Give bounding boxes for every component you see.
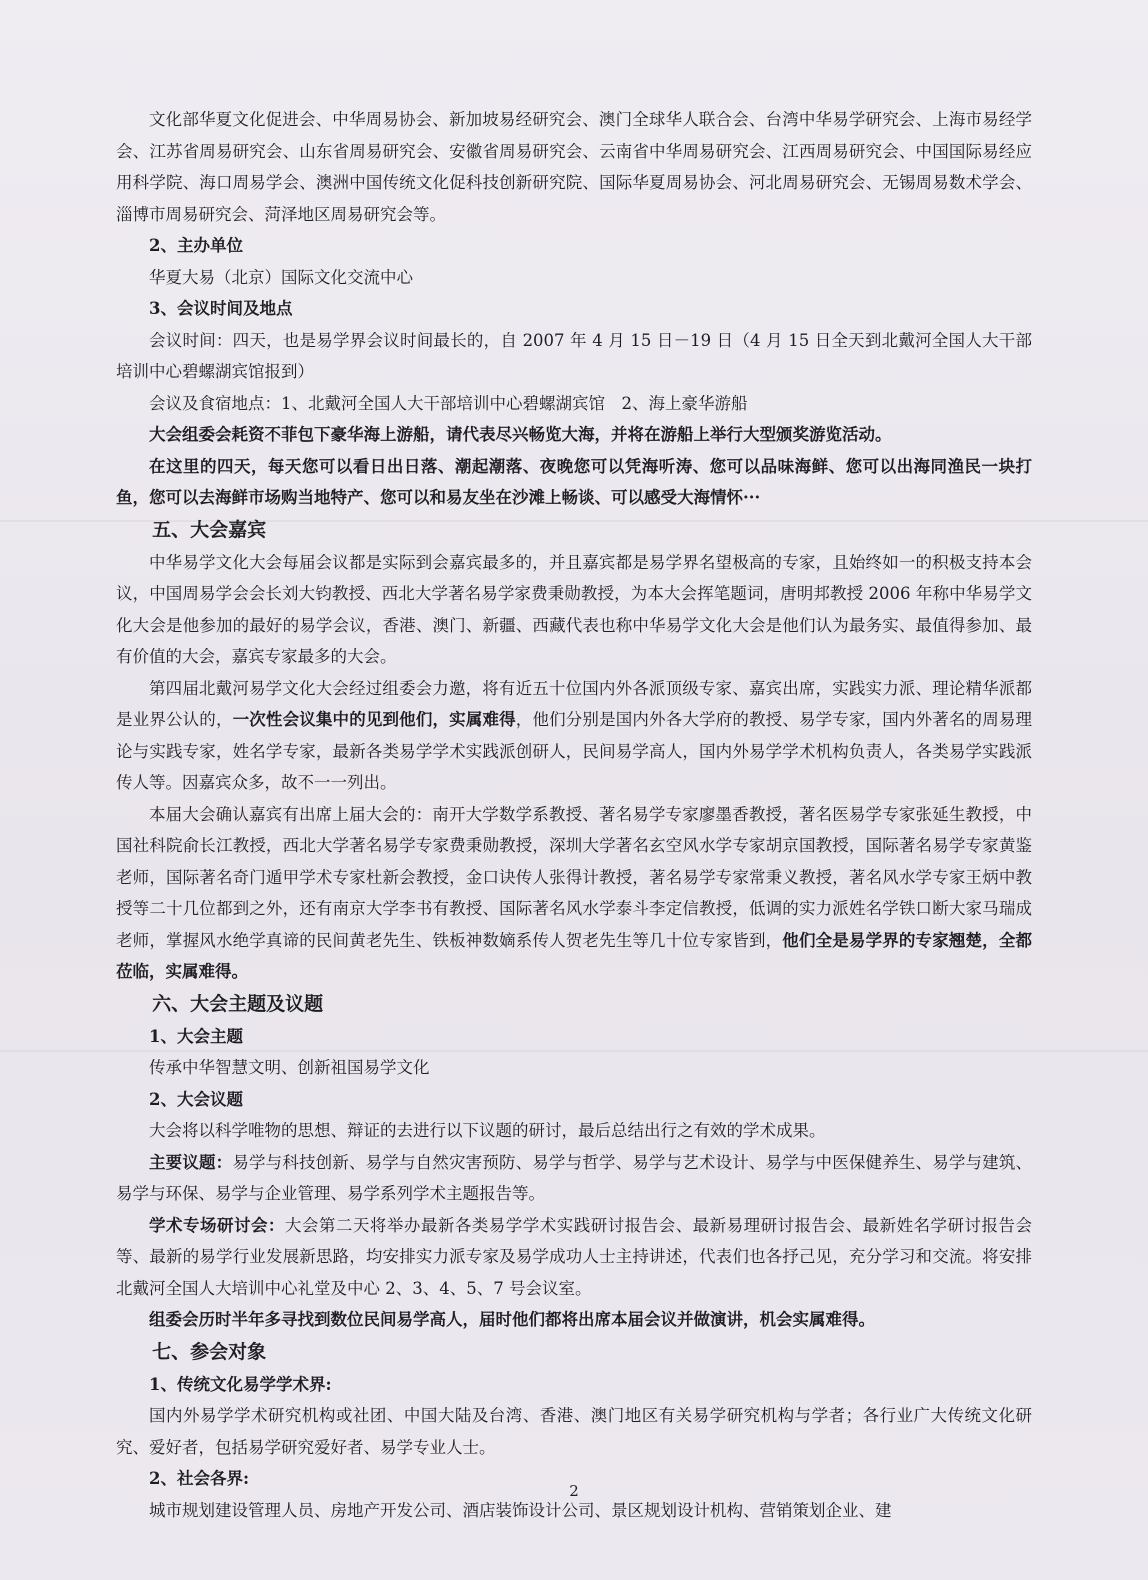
academic-text: 国内外易学学术研究机构或社团、中国大陆及台湾、香港、澳门地区有关易学研究机构与学者；各行业广大传统文化研究、爱好者，包括易学研究爱好者、易学专业人士。 xyxy=(116,1406,1032,1457)
seminar-paragraph xyxy=(116,1210,1032,1305)
guests-paragraph-3 xyxy=(116,799,1032,988)
meeting-time-paragraph: 会议时间：四天，也是易学界会议时间最长的，自 2007 年 4 月 15 日－19 日（4 月 15 日全天到北戴河全国人大干部培训中心碧螺湖宾馆报到） xyxy=(116,330,1032,381)
main-topics-text: 易学与科技创新、易学与自然灾害预防、易学与哲学、易学与艺术设计、易学与中医保健养生、易学与建筑、易学与环保、易学与企业管理、易学系列学术主题报告等。 xyxy=(116,1152,1033,1203)
four-days-paragraph: 在这里的四天，每天您可以看日出日落、潮起潮落、夜晚您可以凭海听涛、您可以品味海鲜、您可以出海同渔民一块打鱼，您可以去海鲜市场购当地特产、您可以和易友坐在沙滩上畅谈、可以感受大海情怀··· xyxy=(116,456,1032,507)
society-text: 城市规划建设管理人员、房地产开发公司、酒店装饰设计公司、景区规划设计机构、营销策划企业、建 xyxy=(149,1500,892,1520)
organizers-list-paragraph: 文化部华夏文化促进会、中华周易协会、新加坡易经研究会、澳门全球华人联合会、台湾中华易学研究会、上海市易经学会、江苏省周易研究会、山东省周易研究会、安徽省周易研究会、云南省中华周易研究会、江西周易研究会、中国国际易经应用科学院、海口周易学会、澳洲中国传统文化促科技创新研究院、国际华夏周易协会、河北周易研究会、无锡周易数术学会、淄博市周易研究会、菏泽地区周易研究会等。 xyxy=(116,110,1032,224)
folk-experts-paragraph: 组委会历时半年多寻找到数位民间易学高人，届时他们都将出席本届会议并做演讲，机会实属难得。 xyxy=(149,1310,875,1329)
theme-text: 传承中华智慧文明、创新祖国易学文化 xyxy=(149,1058,430,1077)
section7-heading: 七、参会对象 xyxy=(152,1340,267,1363)
section5-heading: 五、大会嘉宾 xyxy=(152,518,267,541)
guests-p2-bold: 一次性会议集中的见到他们，实属难得 xyxy=(232,710,516,729)
guests-paragraph-2 xyxy=(116,673,1032,799)
seminar-label: 学术专场研讨会： xyxy=(149,1215,285,1235)
guests-paragraph-1: 中华易学文化大会每届会议都是实际到会嘉宾最多的，并且嘉宾都是易学界名望极高的专家，且始终如一的积极支持本会议，中国周易学会会长刘大钧教授、西北大学著名易学家费秉勋教授，为本大会挥笔题词，唐明邦教授 2006 年称中华易学文化大会是他参加的最好的易学会议，香港、澳门、新疆、西藏代表也称中华易学文化大会是他们认为最务实、最值得参加、最有价值的大会，嘉宾专家最多的大会。 xyxy=(116,552,1032,666)
host-text: 华夏大易（北京）国际文化交流中心 xyxy=(149,267,413,287)
guests-p3-bold: 他们全是易学界的专家翘楚，全都莅临，实属难得。 xyxy=(116,930,1033,981)
guests-p2-text-b: ，他们分别是国内外各大学府的教授、易学专家，国内外著名的周易理论与实践专家，姓名学专家，最新各类易学学术实践派创研人，民间易学高人，国内外易学学术机构负责人，各类易学实践派传人等。因嘉宾众多，故不一一列出。 xyxy=(116,710,1033,792)
academic-heading: 1、传统文化易学学术界: xyxy=(149,1374,332,1394)
guests-p2-text-a: 第四届北戴河易学文化大会经过组委会力邀，将有近五十位国内外各派顶级专家、嘉宾出席，实践实力派、理论精华派都是业界公认的， xyxy=(116,678,1032,729)
theme-heading: 1、大会主题 xyxy=(149,1026,243,1046)
main-topics-paragraph xyxy=(116,1147,1032,1210)
meeting-place-paragraph: 会议及食宿地点：1、北戴河全国人大干部培训中心碧螺湖宾馆 2、海上豪华游船 xyxy=(149,393,748,413)
seminar-text: 大会第二天将举办最新各类易学学术实践研讨报告会、最新易理研讨报告会、最新姓名学研讨报告会等、最新的易学行业发展新思路，均安排实力派专家及易学成功人士主持讲述，代表们也各抒己见，充分学习和交流。将安排北戴河全国人大培训中心礼堂及中心 2、3、4、5、7 号会议室。 xyxy=(116,1215,1033,1298)
cruise-paragraph: 大会组委会耗资不菲包下豪华海上游船，请代表尽兴畅览大海，并将在游船上举行大型颁奖游览活动。 xyxy=(149,425,892,444)
section6-heading: 六、大会主题及议题 xyxy=(152,992,324,1015)
society-heading: 2、社会各界: xyxy=(149,1469,250,1488)
page-number: 2 xyxy=(569,1482,579,1500)
guests-p3-text: 本届大会确认嘉宾有出席上届大会的：南开大学数学系教授、著名易学专家廖墨香教授，著名医易学专家张延生教授，中国社科院俞长江教授，西北大学著名易学专家费秉勋教授，深圳大学著名玄空风水学专家胡京国教授，国际著名易学专家黄鉴老师，国际著名奇门遁甲学术专家杜新会教授，金口诀传人张得计教授，著名易学专家常秉义教授，著名风水学专家王炳中教授等二十几位都到之外，还有南京大学李书有教授、国际著名风水学泰斗李定信教授，低调的实力派姓名学铁口断大家马瑞成老师，掌握风水绝学真谛的民间黄老先生、铁板神数嫡系传人贺老先生等几十位专家皆到， xyxy=(116,804,1032,950)
host-heading: 2、主办单位 xyxy=(149,236,243,255)
topics-intro: 大会将以科学唯物的思想、辩证的去进行以下议题的研讨，最后总结出行之有效的学术成果。 xyxy=(149,1121,826,1140)
topics-heading: 2、大会议题 xyxy=(149,1089,243,1109)
time-place-heading: 3、会议时间及地点 xyxy=(149,299,293,318)
document-body xyxy=(116,104,1032,1526)
main-topics-label: 主要议题： xyxy=(149,1152,233,1172)
